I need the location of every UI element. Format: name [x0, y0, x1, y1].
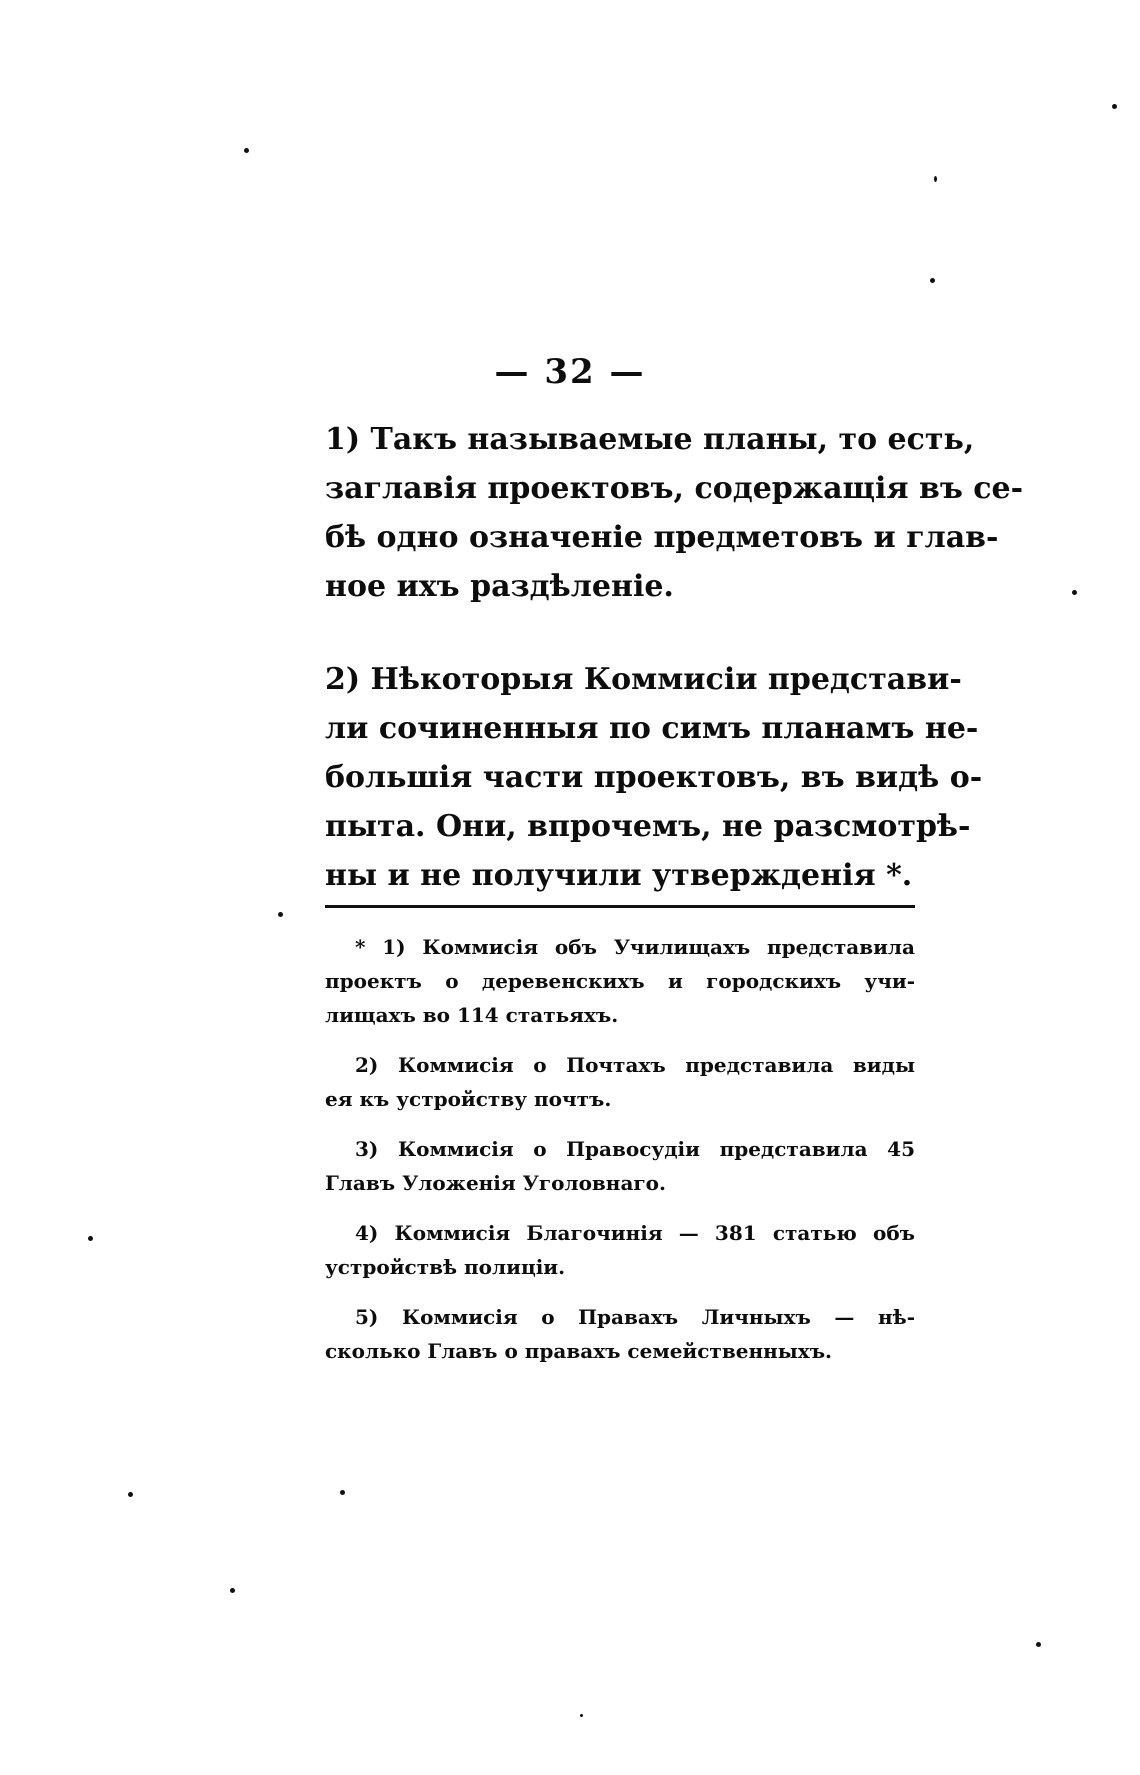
footnote-line: сколько Главъ о правахъ семейственныхъ. [325, 1339, 833, 1363]
paragraph-line: большія части проектовъ, въ видѣ о- [325, 760, 983, 795]
scan-speck [580, 1714, 583, 1717]
footnote-line: 2) Коммисія о Почтахъ представила виды [355, 1053, 915, 1077]
paragraph-line: ны и не получили утвержденія *. [325, 858, 913, 893]
scan-speck [244, 148, 249, 153]
footnote-4 [325, 1216, 915, 1284]
footnote-2 [325, 1048, 915, 1116]
footnotes [325, 930, 915, 1384]
footnote-line: 5) Коммисія о Правахъ Личныхъ — нѣ- [355, 1305, 915, 1329]
footnote-line: * 1) Коммисія объ Училищахъ представила [355, 935, 915, 959]
paragraph-line: 1) Такъ называемые планы, то есть, [325, 422, 975, 457]
footnote-line: 3) Коммисія о Правосудіи представила 45 [355, 1137, 915, 1161]
footnote-separator-rule [325, 905, 915, 908]
scan-speck [278, 912, 283, 917]
scan-speck [1072, 590, 1077, 595]
paragraph-line: ли сочиненныя по симъ планамъ не- [325, 711, 979, 746]
paragraph-line: бѣ одно означеніе предметовъ и глав- [325, 520, 999, 555]
scan-speck [934, 176, 937, 182]
scan-speck [930, 278, 935, 283]
paragraph-line: пыта. Они, впрочемъ, не разсмотрѣ- [325, 809, 971, 844]
footnote-line: ея къ устройству почтъ. [325, 1087, 612, 1111]
scan-speck [340, 1490, 345, 1495]
paragraph-line: заглавія проектовъ, содержащія въ се- [325, 471, 1024, 506]
scan-speck [230, 1588, 235, 1593]
footnote-line: лищахъ во 114 статьяхъ. [325, 1003, 619, 1027]
footnote-1 [325, 930, 915, 1032]
scan-speck [1112, 104, 1117, 109]
footnote-5 [325, 1300, 915, 1368]
footnote-line: проектъ о деревенскихъ и городскихъ учи- [325, 969, 915, 993]
footnote-line: Главъ Уложенія Уголовнаго. [325, 1171, 666, 1195]
paragraph-2 [325, 655, 983, 900]
scan-speck [88, 1236, 93, 1241]
footnote-3 [325, 1132, 915, 1200]
paragraph-line: ное ихъ раздѣленіе. [325, 569, 674, 604]
paragraph-line: 2) Нѣкоторыя Коммисіи представи- [325, 662, 962, 697]
footnote-line: устройствѣ полиціи. [325, 1255, 566, 1279]
scan-speck [1036, 1642, 1041, 1647]
page-number: — 32 — [494, 352, 646, 392]
footnote-line: 4) Коммисія Благочинія — 381 статью объ [355, 1221, 915, 1245]
scan-speck [128, 1492, 133, 1497]
paragraph-1 [325, 415, 1024, 611]
